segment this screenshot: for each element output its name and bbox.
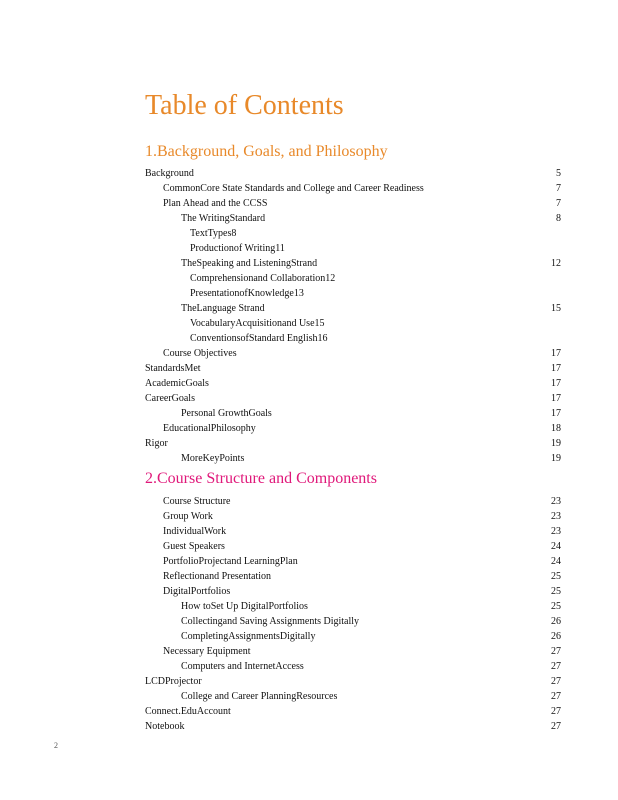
toc-entry-page-number: 17 (551, 348, 561, 359)
toc-entry-page-number: 7 (556, 183, 561, 194)
toc-entry[interactable] (145, 451, 561, 466)
toc-entry-page-number: 17 (551, 363, 561, 374)
toc-entry-page-number: 19 (551, 438, 561, 449)
toc-entry[interactable] (145, 584, 561, 599)
toc-entry[interactable] (145, 524, 561, 539)
toc-entry[interactable] (145, 719, 561, 734)
toc-entry[interactable] (145, 316, 561, 331)
toc-entry-page-number: 26 (551, 631, 561, 642)
toc-entry[interactable] (145, 271, 561, 286)
toc-entry-title: Plan Ahead and the CCSS (163, 198, 268, 209)
toc-entry-page-number: 26 (551, 616, 561, 627)
toc-entry[interactable] (145, 166, 561, 181)
toc-entry-title: Guest Speakers (163, 541, 225, 552)
toc-entry-page-number: 25 (551, 571, 561, 582)
section-heading-background-goals-philosophy[interactable]: 1.Background, Goals, and Philosophy (145, 143, 388, 160)
toc-entry[interactable] (145, 494, 561, 509)
toc-entry-title: Necessary Equipment (163, 646, 251, 657)
toc-entry-title: AcademicGoals (145, 378, 209, 389)
toc-entry[interactable] (145, 241, 561, 256)
toc-entry-page-number: 18 (551, 423, 561, 434)
toc-entry-title: CareerGoals (145, 393, 195, 404)
toc-entry[interactable] (145, 301, 561, 316)
toc-entry-title: CompletingAssignmentsDigitally (181, 631, 316, 642)
toc-entry-page-number: 27 (551, 646, 561, 657)
toc-entry-title: Group Work (163, 511, 213, 522)
toc-entry-title: The WritingStandard (181, 213, 266, 224)
toc-entry[interactable] (145, 256, 561, 271)
toc-entry-title: Notebook (145, 721, 185, 732)
toc-entry[interactable] (145, 211, 561, 226)
toc-entry[interactable] (145, 346, 561, 361)
toc-entry-title: IndividualWork (163, 526, 227, 537)
toc-entry-title: Computers and InternetAccess (181, 661, 304, 672)
toc-entry-page-number: 15 (551, 303, 561, 314)
toc-entry-page-number: 24 (551, 556, 561, 567)
toc-entry[interactable] (145, 659, 561, 674)
toc-entry-title: TextTypes8 (190, 228, 237, 239)
toc-entry[interactable] (145, 226, 561, 241)
toc-entry[interactable] (145, 376, 561, 391)
toc-entry-page-number: 17 (551, 408, 561, 419)
toc-entry-title: How toSet Up DigitalPortfolios (181, 601, 308, 612)
toc-entry-page-number: 27 (551, 661, 561, 672)
toc-entry-title: Collectingand Saving Assignments Digitally (181, 616, 360, 627)
toc-section-2-list (145, 494, 561, 734)
toc-entry-page-number: 12 (551, 258, 561, 269)
toc-entry[interactable] (145, 689, 561, 704)
toc-entry-page-number: 19 (551, 453, 561, 464)
page-title: Table of Contents (145, 90, 344, 121)
toc-entry-title: Connect.EduAccount (145, 706, 231, 717)
toc-entry-title: Rigor (145, 438, 168, 449)
toc-entry[interactable] (145, 704, 561, 719)
toc-entry[interactable] (145, 614, 561, 629)
toc-entry[interactable] (145, 286, 561, 301)
toc-entry-page-number: 27 (551, 706, 561, 717)
toc-entry[interactable] (145, 554, 561, 569)
toc-entry-title: ConventionsofStandard English16 (190, 333, 328, 344)
toc-entry-title: Productionof Writing11 (190, 243, 285, 254)
toc-entry[interactable] (145, 539, 561, 554)
toc-entry[interactable] (145, 599, 561, 614)
toc-entry-title: StandardsMet (145, 363, 201, 374)
toc-entry[interactable] (145, 196, 561, 211)
toc-entry-title: Reflectionand Presentation (163, 571, 272, 582)
toc-entry-title: PortfolioProjectand LearningPlan (163, 556, 298, 567)
toc-entry-page-number: 17 (551, 393, 561, 404)
toc-entry-title: Course Structure (163, 496, 231, 507)
toc-entry-page-number: 27 (551, 676, 561, 687)
toc-entry-title: CommonCore State Standards and College and Career Readiness (163, 183, 424, 194)
toc-entry-title: DigitalPortfolios (163, 586, 231, 597)
toc-entry-title: EducationalPhilosophy (163, 423, 256, 434)
section-heading-course-structure-components[interactable]: 2.Course Structure and Components (145, 470, 377, 487)
toc-entry-page-number: 17 (551, 378, 561, 389)
toc-entry-title: VocabularyAcquisitionand Use15 (190, 318, 325, 329)
toc-entry-title: Background (145, 168, 194, 179)
toc-entry[interactable] (145, 509, 561, 524)
toc-entry-page-number: 5 (556, 168, 561, 179)
toc-entry[interactable] (145, 674, 561, 689)
page-number: 2 (54, 741, 58, 750)
toc-section-1-list (145, 166, 561, 466)
toc-entry[interactable] (145, 644, 561, 659)
toc-entry[interactable] (145, 406, 561, 421)
toc-entry-page-number: 7 (556, 198, 561, 209)
toc-entry[interactable] (145, 421, 561, 436)
toc-entry-page-number: 24 (551, 541, 561, 552)
toc-entry-page-number: 25 (551, 586, 561, 597)
toc-entry-title: PresentationofKnowledge13 (190, 288, 304, 299)
toc-entry-title: Course Objectives (163, 348, 237, 359)
toc-entry-title: MoreKeyPoints (181, 453, 245, 464)
toc-entry-page-number: 23 (551, 511, 561, 522)
toc-entry-page-number: 23 (551, 496, 561, 507)
toc-entry-page-number: 27 (551, 691, 561, 702)
toc-entry-title: TheLanguage Strand (181, 303, 265, 314)
toc-entry-title: TheSpeaking and ListeningStrand (181, 258, 318, 269)
toc-entry-title: Personal GrowthGoals (181, 408, 272, 419)
toc-entry-page-number: 27 (551, 721, 561, 732)
toc-entry-title: College and Career PlanningResources (181, 691, 338, 702)
toc-entry[interactable] (145, 569, 561, 584)
toc-entry[interactable] (145, 361, 561, 376)
toc-entry[interactable] (145, 331, 561, 346)
toc-entry-title: Comprehensionand Collaboration12 (190, 273, 336, 284)
toc-entry-page-number: 25 (551, 601, 561, 612)
toc-entry[interactable] (145, 391, 561, 406)
toc-entry[interactable] (145, 436, 561, 451)
toc-entry-page-number: 8 (556, 213, 561, 224)
toc-entry-page-number: 23 (551, 526, 561, 537)
toc-entry[interactable] (145, 629, 561, 644)
toc-entry[interactable] (145, 181, 561, 196)
toc-entry-title: LCDProjector (145, 676, 202, 687)
